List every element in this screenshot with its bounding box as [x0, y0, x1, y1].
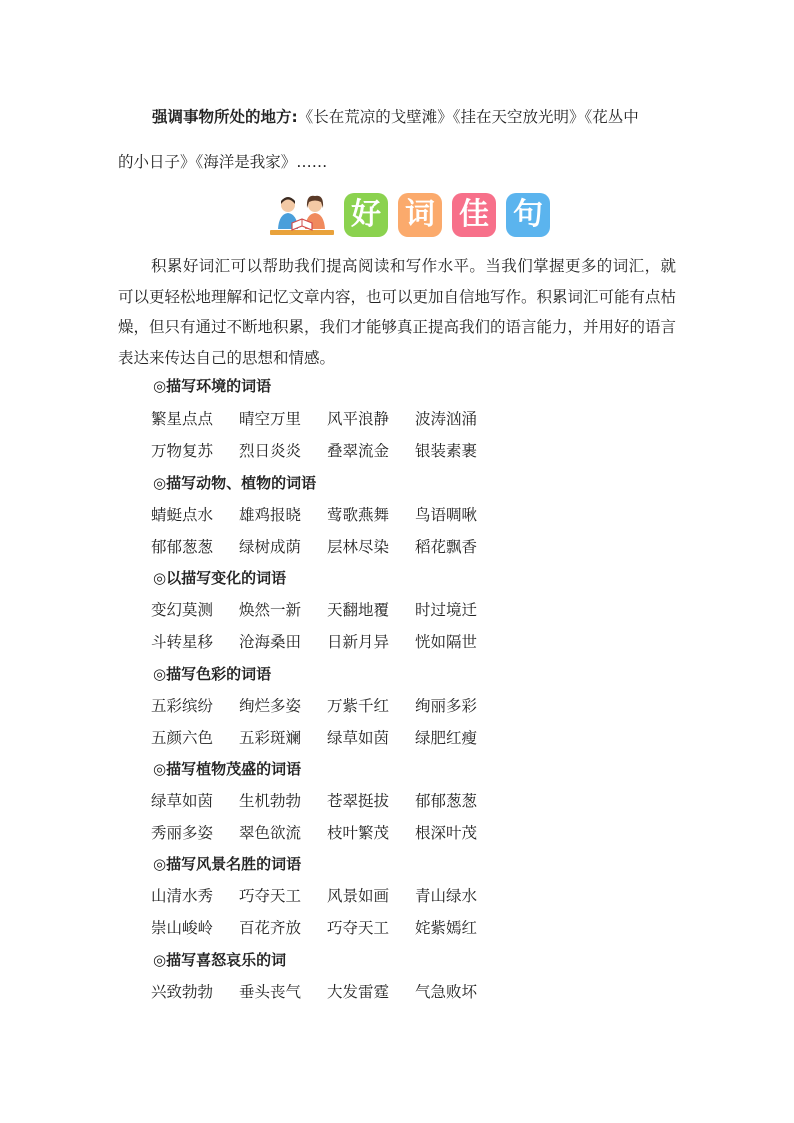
word: 时过境迁 — [415, 601, 478, 619]
section-heading: ◎描写喜怒哀乐的词 — [153, 951, 287, 969]
word: 烈日炎炎 — [239, 442, 302, 460]
word: 叠翠流金 — [327, 442, 390, 460]
word: 郁郁葱葱 — [415, 792, 478, 810]
word: 稻花飘香 — [415, 538, 478, 556]
section-heading: ◎描写环境的词语 — [153, 377, 272, 395]
intro-line-1 — [118, 107, 678, 127]
word: 波涛汹涌 — [415, 410, 478, 428]
word: 万物复苏 — [151, 442, 214, 460]
word: 气急败坏 — [415, 983, 478, 1001]
word: 银装素裹 — [415, 442, 478, 460]
intro-line-1-text: 《长在荒凉的戈壁滩》《挂在天空放光明》《花丛中 — [297, 108, 639, 126]
word: 雄鸡报晓 — [239, 506, 302, 524]
word: 生机勃勃 — [239, 792, 302, 810]
word: 翠色欲流 — [239, 824, 302, 842]
intro-line-2: 的小日子》《海洋是我家》…… — [118, 153, 328, 171]
word: 秀丽多姿 — [151, 824, 214, 842]
word: 姹紫嫣红 — [415, 919, 478, 937]
word: 垂头丧气 — [239, 983, 302, 1001]
word: 五彩斑斓 — [239, 729, 302, 747]
banner-tile-jia: 佳 — [452, 193, 496, 237]
word: 绿草如茵 — [151, 792, 214, 810]
word: 郁郁葱葱 — [151, 538, 214, 556]
word: 蜻蜓点水 — [151, 506, 214, 524]
word: 层林尽染 — [327, 538, 390, 556]
word: 百花齐放 — [239, 919, 302, 937]
section-heading: ◎描写色彩的词语 — [153, 665, 272, 683]
word: 恍如隔世 — [415, 633, 478, 651]
word: 鸟语啁啾 — [415, 506, 478, 524]
word: 焕然一新 — [239, 601, 302, 619]
word: 巧夺天工 — [327, 919, 390, 937]
word: 兴致勃勃 — [151, 983, 214, 1001]
word: 变幻莫测 — [151, 601, 214, 619]
word: 晴空万里 — [239, 410, 302, 428]
banner-tile-ci: 词 — [398, 193, 442, 237]
word: 风景如画 — [327, 887, 390, 905]
word: 崇山峻岭 — [151, 919, 214, 937]
word: 沧海桑田 — [239, 633, 302, 651]
word: 五彩缤纷 — [151, 697, 214, 715]
word: 绚烂多姿 — [239, 697, 302, 715]
section-heading: ◎描写风景名胜的词语 — [153, 855, 302, 873]
good-words-banner — [270, 193, 550, 237]
intro-paragraph: 积累好词汇可以帮助我们提高阅读和写作水平。当我们掌握更多的词汇，就可以更轻松地理解和记忆文章内容，也可以更加自信地写作。积累词汇可能有点枯燥，但只有通过不断地积累，我们才能够真正提高我们的语言能力，并用好的语言表达来传达自己的思想和情感。 — [118, 257, 677, 367]
section-heading: ◎描写动物、植物的词语 — [153, 474, 317, 492]
word: 斗转星移 — [151, 633, 214, 651]
word: 莺歌燕舞 — [327, 506, 390, 524]
word: 巧夺天工 — [239, 887, 302, 905]
word: 风平浪静 — [327, 410, 390, 428]
word: 山清水秀 — [151, 887, 214, 905]
banner-tile-ju: 句 — [506, 193, 550, 237]
word: 青山绿水 — [415, 887, 478, 905]
word: 绚丽多彩 — [415, 697, 478, 715]
section-heading: ◎以描写变化的词语 — [153, 569, 287, 587]
reading-kids-icon — [270, 193, 334, 237]
word: 万紫千红 — [327, 697, 390, 715]
section-heading: ◎描写植物茂盛的词语 — [153, 760, 302, 778]
word: 五颜六色 — [151, 729, 214, 747]
word: 绿树成荫 — [239, 538, 302, 556]
intro-lead: 强调事物所处的地方: — [152, 108, 298, 126]
banner-tile-hao: 好 — [344, 193, 388, 237]
word: 苍翠挺拔 — [327, 792, 390, 810]
word: 根深叶茂 — [415, 824, 478, 842]
word: 绿草如茵 — [327, 729, 390, 747]
word: 日新月异 — [327, 633, 390, 651]
word: 繁星点点 — [151, 410, 214, 428]
word: 枝叶繁茂 — [327, 824, 390, 842]
word: 大发雷霆 — [327, 983, 390, 1001]
word: 绿肥红瘦 — [415, 729, 478, 747]
word: 天翻地覆 — [327, 601, 390, 619]
